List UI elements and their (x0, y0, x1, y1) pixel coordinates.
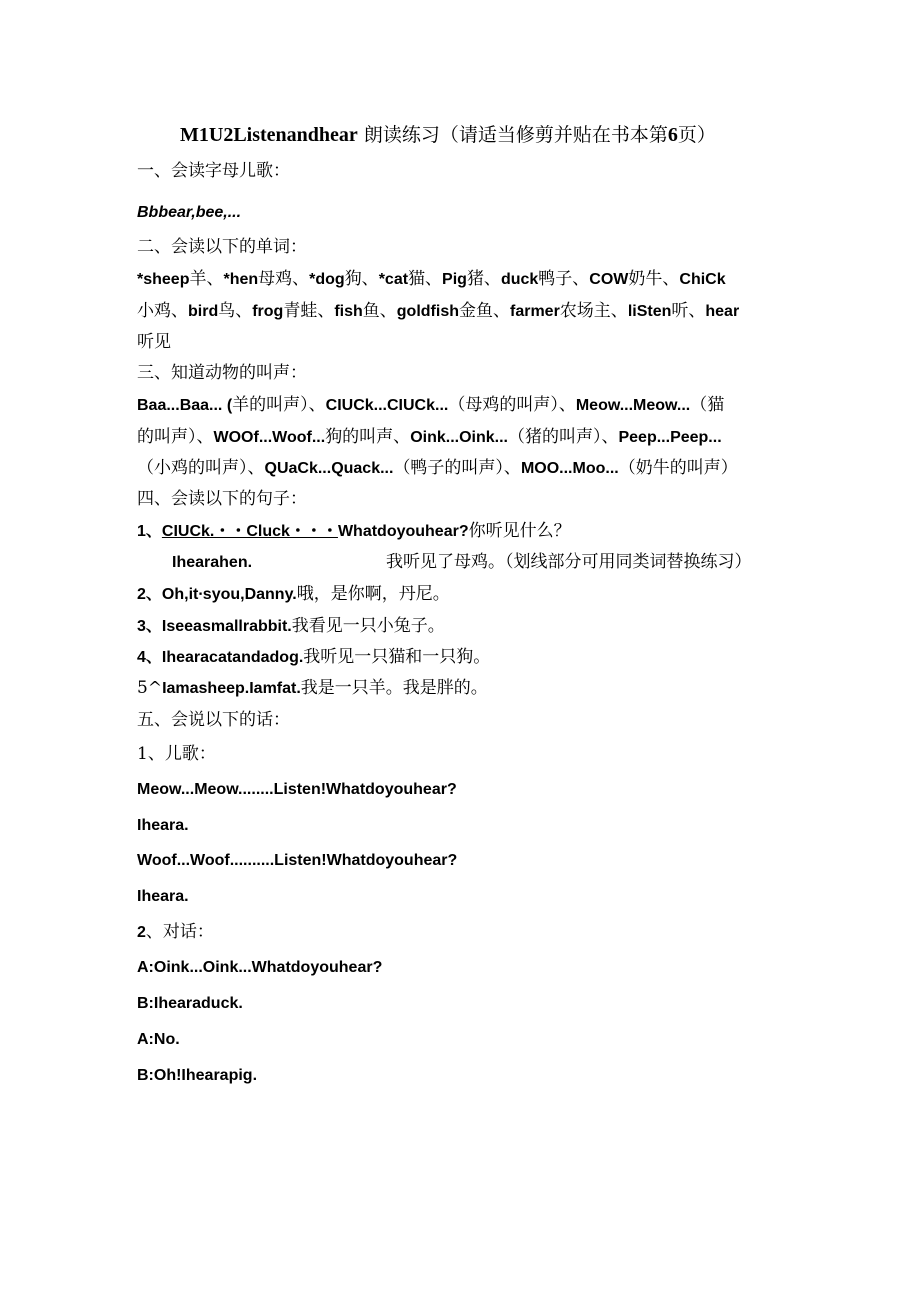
sentence-4: 4、Ihearacatandadog.我听见一只猫和一只狗。 (137, 647, 491, 667)
section-4-heading: 四、会读以下的句子： (137, 489, 307, 509)
dialogue-line-4: B:Oh!Ihearapig. (137, 1067, 258, 1084)
section-3-heading: 三、知道动物的叫声： (137, 363, 307, 383)
rhyme-line-1: Meow...Meow........Listen!Whatdoyouhear? (137, 781, 457, 798)
section-1-line: Bbbear,bee,... (137, 204, 242, 221)
section-2-words-line-2: 小鸡、bird鸟、frog青蛙、fish鱼、goldfish金鱼、farmer农场主、liSten听、hear (137, 301, 740, 321)
section-3-sounds-line-2: 的叫声）、WOOf...Woof...狗的叫声、Oink...Oink...（猪的叫声）、Peep...Peep... (137, 427, 722, 447)
rhyme-subheading: 1、儿歌： (137, 744, 216, 764)
section-2-words-line-1: *sheep羊、*hen母鸡、*dog狗、*cat猫、Pig猪、duck鸭子、COW奶牛、ChiCk (137, 269, 726, 289)
sentence-5: 5^Iamasheep.Iamfat.我是一只羊。我是胖的。 (137, 678, 488, 698)
section-1-heading: 一、会读字母儿歌： (137, 161, 290, 181)
page-title (180, 124, 716, 146)
rhyme-line-3: Woof...Woof..........Listen!Whatdoyouhear? (137, 852, 458, 869)
title-page-number: 6 (667, 124, 678, 146)
rhyme-line-4: Iheara. (137, 888, 189, 905)
sentence-2: 2、Oh,it∙syou,Danny.哦，是你啊，丹尼。 (137, 584, 450, 604)
dialogue-subheading: 2、对话： (137, 922, 214, 942)
title-text-a: 朗读练习（请适当修剪并贴在书本第 (363, 124, 668, 146)
dialogue-line-2: B:Ihearaduck. (137, 995, 243, 1012)
section-3-sounds-line-1: Baa...Baa... (羊的叫声）、CIUCk...CIUCk...（母鸡的叫声）、Meow...Meow...（猫 (137, 395, 725, 415)
section-5-heading: 五、会说以下的话： (137, 710, 290, 730)
dialogue-line-1: A:Oink...Oink...Whatdoyouhear? (137, 959, 383, 976)
dialogue-line-3: A:No. (137, 1031, 180, 1048)
sentence-3: 3、Iseeasmallrabbit.我看见一只小兔子。 (137, 616, 445, 636)
sentence-1: 1、CIUCk.・・Cluck・・・Whatdoyouhear?你听见什么？ (137, 521, 571, 541)
section-2-words-line-3: 听见 (137, 332, 171, 352)
section-2-heading: 二、会读以下的单词： (137, 237, 307, 257)
title-text-b: 页） (677, 124, 716, 146)
sentence-1-answer: Ihearahen. 我听见了母鸡。（划线部分可用同类词替换练习） (172, 552, 752, 572)
underlined-sound: CIUCk.・・Cluck・・・ (161, 523, 338, 540)
rhyme-line-2: Iheara. (137, 817, 189, 834)
section-3-sounds-line-3: （小鸡的叫声）、QUaCk...Quack...（鸭子的叫声）、MOO...Moo...（奶牛的叫声） (137, 458, 738, 478)
title-code: M1U2Listenandhear (180, 124, 358, 146)
